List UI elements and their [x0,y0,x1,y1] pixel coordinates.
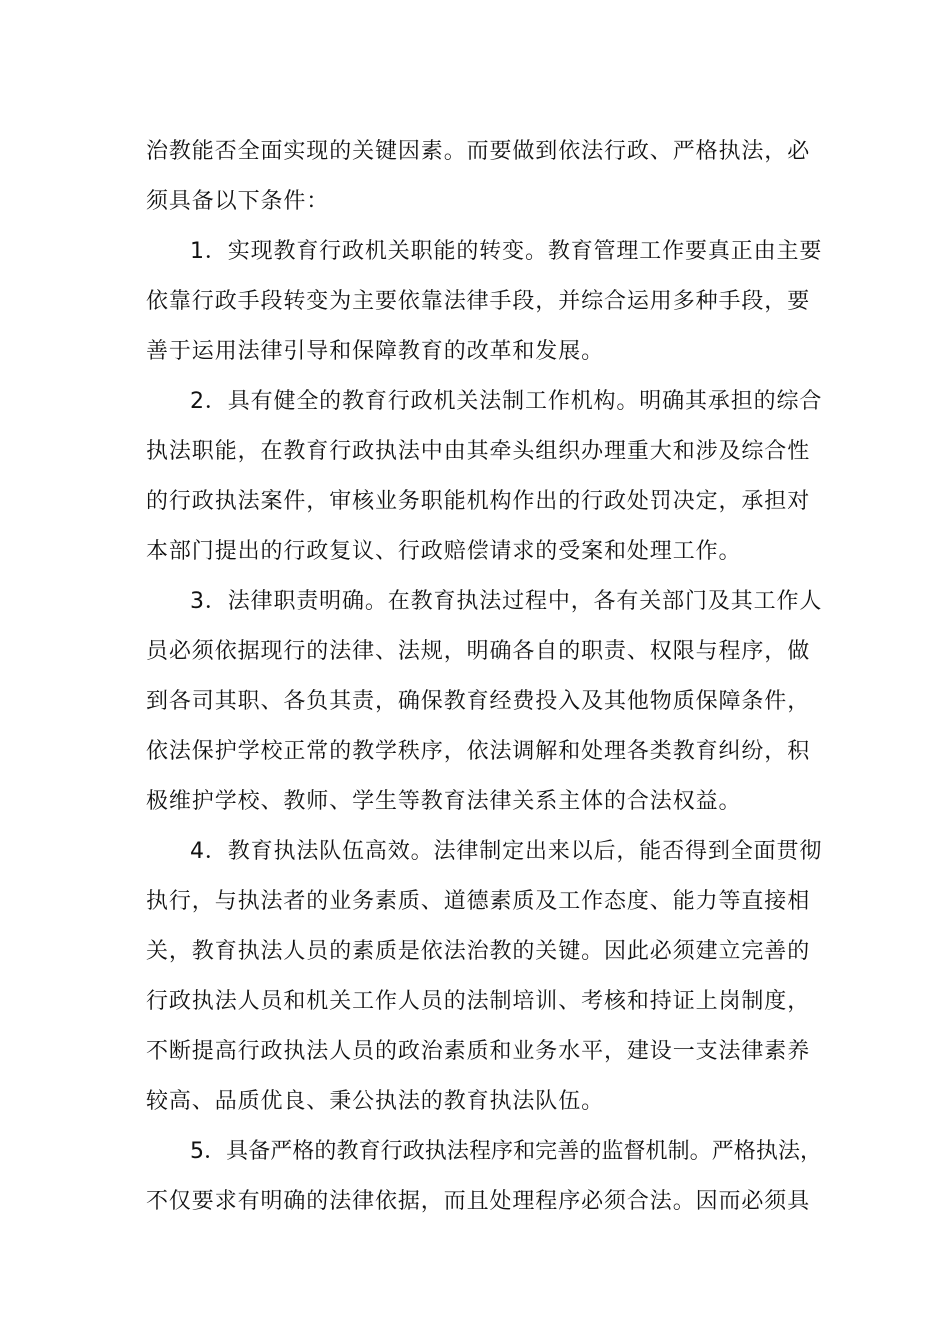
text-line: 不断提高行政执法人员的政治素质和业务水平，建设一支法律素养 [146,1039,811,1064]
paragraph-start-line: 4．教育执法队伍高效。法律制定出来以后，能否得到全面贯彻 [190,839,823,864]
text-line: 极维护学校、教师、学生等教育法律关系主体的合法权益。 [146,789,742,814]
text-line: 执行，与执法者的业务素质、道德素质及工作态度、能力等直接相 [146,889,811,914]
text-line: 须具备以下条件： [146,189,330,214]
text-line: 不仅要求有明确的法律依据，而且处理程序必须合法。因而必须具 [146,1189,811,1214]
paragraph-start-line: 1．实现教育行政机关职能的转变。教育管理工作要真正由主要 [190,239,823,264]
text-line: 行政执法人员和机关工作人员的法制培训、考核和持证上岗制度， [146,989,811,1014]
paragraph-start-line: 5．具备严格的教育行政执法程序和完善的监督机制。严格执法， [190,1139,823,1164]
text-line: 较高、品质优良、秉公执法的教育执法队伍。 [146,1089,605,1114]
text-line: 依靠行政手段转变为主要依靠法律手段，并综合运用多种手段，要 [146,289,811,314]
text-line: 员必须依据现行的法律、法规，明确各自的职责、权限与程序，做 [146,639,811,664]
text-line: 依法保护学校正常的教学秩序，依法调解和处理各类教育纠纷，积 [146,739,811,764]
text-line: 本部门提出的行政复议、行政赔偿请求的受案和处理工作。 [146,539,742,564]
text-line: 执法职能，在教育行政执法中由其牵头组织办理重大和涉及综合性 [146,439,811,464]
text-line: 的行政执法案件，审核业务职能机构作出的行政处罚决定，承担对 [146,489,811,514]
text-line: 治教能否全面实现的关键因素。而要做到依法行政、严格执法，必 [146,139,811,164]
paragraph-start-line: 2．具有健全的教育行政机关法制工作机构。明确其承担的综合 [190,389,823,414]
text-line: 到各司其职、各负其责，确保教育经费投入及其他物质保障条件， [146,689,811,714]
text-line: 关，教育执法人员的素质是依法治教的关键。因此必须建立完善的 [146,939,811,964]
paragraph-start-line: 3．法律职责明确。在教育执法过程中，各有关部门及其工作人 [190,589,823,614]
text-line: 善于运用法律引导和保障教育的改革和发展。 [146,339,605,364]
